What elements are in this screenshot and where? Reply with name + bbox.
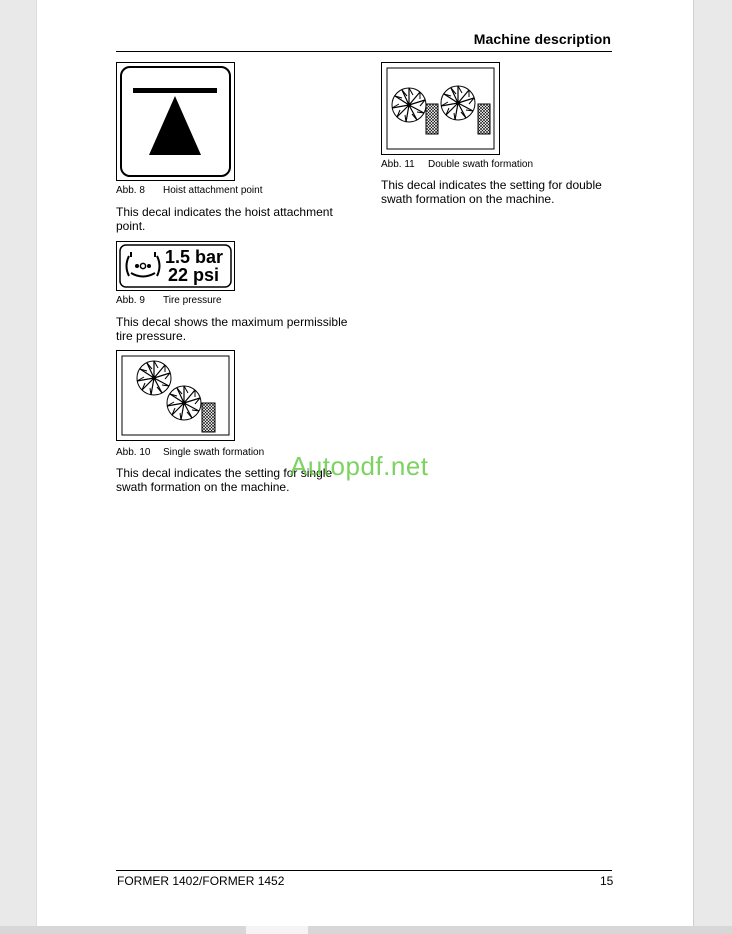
figure-number: Abb. 8 <box>116 185 145 196</box>
tire-icon <box>127 252 160 277</box>
tire-pressure-decal <box>117 242 234 290</box>
double-swath-icon <box>382 63 499 154</box>
figure-caption <box>116 295 222 306</box>
page-number: 15 <box>600 874 614 888</box>
single-swath-decal-figure <box>116 350 235 441</box>
figure-title: Single swath formation <box>163 447 265 458</box>
scrollbar-thumb[interactable] <box>246 926 308 934</box>
figure-title: Tire pressure <box>163 295 222 306</box>
pressure-psi-value: 22 psi <box>168 265 220 285</box>
figure-description: This decal indicates the setting for single swath formation on the machine. <box>116 466 333 494</box>
pressure-bar-value: 1.5 bar <box>165 247 224 267</box>
single-swath-icon <box>117 351 234 440</box>
figure-number: Abb. 9 <box>116 295 145 306</box>
figure-caption <box>116 447 264 458</box>
figure-caption <box>381 159 533 170</box>
watermark-text: Autopdf.net <box>290 451 429 481</box>
footer-model: FORMER 1402/FORMER 1452 <box>117 874 285 888</box>
figure-caption <box>116 185 263 196</box>
header-rule <box>116 51 612 52</box>
figure-number: Abb. 10 <box>116 447 151 458</box>
double-swath-decal-figure <box>381 62 500 155</box>
footer-rule <box>116 870 612 871</box>
hoist-attachment-icon <box>117 63 234 180</box>
figure-number: Abb. 11 <box>381 159 415 170</box>
figure-description: This decal shows the maximum permissible tire pressure. <box>116 315 348 343</box>
hoist-decal-figure <box>116 62 235 181</box>
figure-description: This decal indicates the hoist attachment point. <box>116 205 333 233</box>
figure-title: Double swath formation <box>428 159 534 170</box>
page-title: Machine description <box>473 31 611 47</box>
tire-pressure-decal-figure <box>116 241 235 291</box>
figure-description: This decal indicates the setting for double swath formation on the machine. <box>381 178 602 206</box>
horizontal-scrollbar[interactable] <box>0 926 732 934</box>
figure-title: Hoist attachment point <box>163 185 263 196</box>
